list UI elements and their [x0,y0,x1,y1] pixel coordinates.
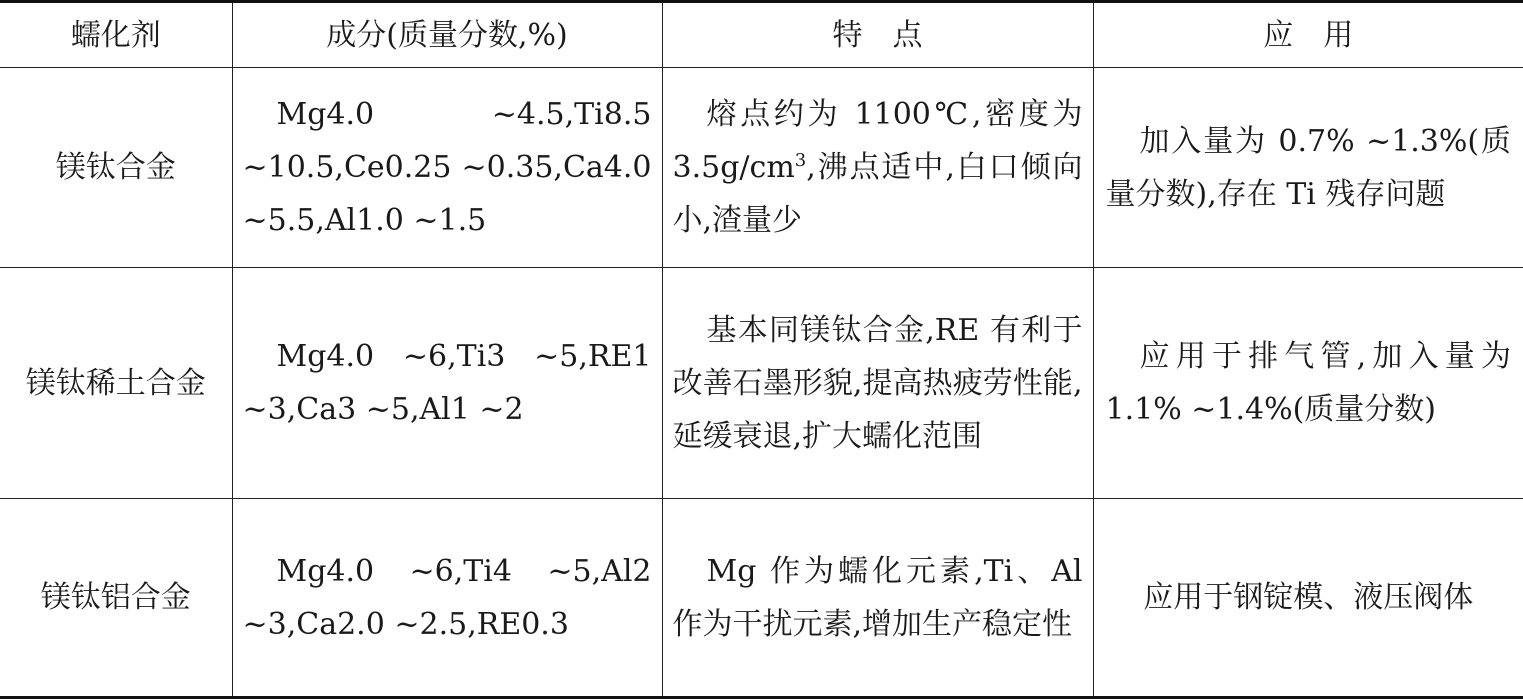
row-features: 基本同镁钛合金,RE 有利于改善石墨形貌,提高热疲劳性能,延缓衰退,扩大蠕化范围 [662,268,1093,499]
row-application: 加入量为 0.7% ~1.3%(质量分数),存在 Ti 残存问题 [1093,68,1523,268]
header-agent: 蠕化剂 [0,2,232,68]
table-row [0,68,1523,268]
row-composition: Mg4.0 ~6,Ti3 ~5,RE1 ~3,Ca3 ~5,Al1 ~2 [232,268,662,499]
features-text-b: ,沸点适中,白口倾向小,渣量少 [672,150,1083,238]
header-row [0,2,1523,68]
row-application: 应用于排气管,加入量为1.1% ~1.4%(质量分数) [1093,268,1523,499]
superscript-three: 3 [794,150,807,171]
features-text-a: 熔点约为 1100℃,密度为3.5g/cm [672,97,1083,185]
header-composition: 成分(质量分数,%) [232,2,662,68]
row-agent: 镁钛合金 [0,68,232,268]
row-agent: 镁钛铝合金 [0,499,232,698]
row-application: 应用于钢锭模、液压阀体 [1093,499,1523,698]
row-features: Mg 作为蠕化元素,Ti、Al 作为干扰元素,增加生产稳定性 [662,499,1093,698]
row-features [662,68,1093,268]
header-features: 特 点 [662,2,1093,68]
header-application: 应 用 [1093,2,1523,68]
row-agent: 镁钛稀土合金 [0,268,232,499]
table-body [0,68,1523,698]
table-row [0,499,1523,698]
table-row [0,268,1523,499]
row-composition: Mg4.0 ~6,Ti4 ~5,Al2 ~3,Ca2.0 ~2.5,RE0.3 [232,499,662,698]
table-header [0,2,1523,68]
row-composition: Mg4.0 ~4.5,Ti8.5 ~10.5,Ce0.25 ~0.35,Ca4.0 ~5.5,Al1.0 ~1.5 [232,68,662,268]
